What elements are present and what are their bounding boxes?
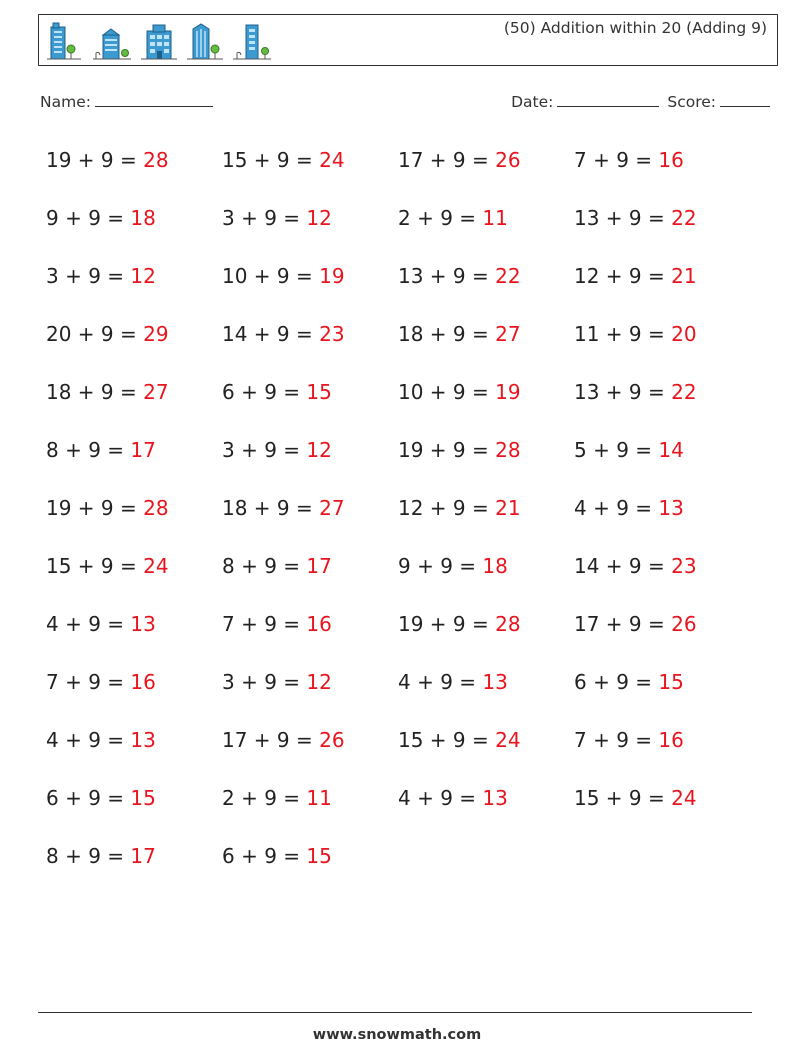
- problem-row: [46, 374, 766, 432]
- problem-item: [222, 780, 398, 838]
- problem-answer: 19: [495, 380, 521, 404]
- problem-item: [398, 780, 574, 838]
- problem-item: [222, 606, 398, 664]
- problem-answer: 15: [130, 786, 156, 810]
- problem-question: 3 + 9 =: [46, 264, 131, 288]
- problem-item: [46, 490, 222, 548]
- problem-question: 10 + 9 =: [222, 264, 320, 288]
- name-blank[interactable]: [95, 92, 213, 107]
- problem-answer: 24: [671, 786, 697, 810]
- problem-question: 18 + 9 =: [398, 322, 496, 346]
- problem-answer: 27: [143, 380, 169, 404]
- problem-row: [46, 316, 766, 374]
- problem-item: [222, 432, 398, 490]
- problem-question: 13 + 9 =: [398, 264, 496, 288]
- problem-row: [46, 490, 766, 548]
- building-icons: [47, 21, 271, 61]
- problem-item: [46, 432, 222, 490]
- problem-answer: 27: [495, 322, 521, 346]
- problem-answer: 17: [130, 438, 156, 462]
- problem-question: 19 + 9 =: [46, 148, 144, 172]
- score-blank[interactable]: [720, 92, 770, 107]
- problem-answer: 22: [671, 380, 697, 404]
- problem-item: [398, 258, 574, 316]
- date-label: Date:: [511, 93, 554, 111]
- problem-answer: 24: [143, 554, 169, 578]
- problem-question: 8 + 9 =: [46, 438, 131, 462]
- problem-row: [46, 142, 766, 200]
- problem-item: [46, 374, 222, 432]
- problem-answer: 28: [143, 496, 169, 520]
- problem-answer: 13: [482, 786, 508, 810]
- problem-item: [398, 548, 574, 606]
- problem-item: [574, 606, 750, 664]
- problem-answer: 12: [306, 670, 332, 694]
- problem-question: 4 + 9 =: [46, 612, 131, 636]
- problem-question: 4 + 9 =: [398, 670, 483, 694]
- problem-item: [574, 548, 750, 606]
- problem-question: 15 + 9 =: [574, 786, 672, 810]
- problem-question: 15 + 9 =: [222, 148, 320, 172]
- office-building-icon: [47, 21, 83, 61]
- problem-answer: 16: [658, 728, 684, 752]
- problem-answer: 20: [671, 322, 697, 346]
- problem-answer: 22: [671, 206, 697, 230]
- problem-item: [574, 432, 750, 490]
- problem-question: 7 + 9 =: [222, 612, 307, 636]
- problem-answer: 19: [319, 264, 345, 288]
- problem-item: [222, 664, 398, 722]
- problem-item: [222, 200, 398, 258]
- problem-item: [398, 722, 574, 780]
- problem-answer: 15: [306, 380, 332, 404]
- problem-question: 3 + 9 =: [222, 670, 307, 694]
- problem-answer: 11: [482, 206, 508, 230]
- apartment-building-icon: [141, 21, 177, 61]
- problem-row: [46, 548, 766, 606]
- problem-question: 18 + 9 =: [46, 380, 144, 404]
- problem-item: [574, 780, 750, 838]
- problem-item: [46, 258, 222, 316]
- problem-item: [574, 258, 750, 316]
- problem-item: [46, 142, 222, 200]
- problem-answer: 13: [130, 612, 156, 636]
- problem-answer: 18: [482, 554, 508, 578]
- problem-item: [222, 258, 398, 316]
- residential-tower-icon: [233, 21, 271, 61]
- problem-answer: 28: [495, 612, 521, 636]
- problem-item: [46, 200, 222, 258]
- problem-answer: 18: [130, 206, 156, 230]
- problem-row: [46, 606, 766, 664]
- problem-item: [46, 838, 222, 896]
- footer-divider: [38, 1012, 752, 1013]
- problem-row: [46, 200, 766, 258]
- problem-question: 12 + 9 =: [574, 264, 672, 288]
- footer-url: www.snowmath.com: [312, 1027, 482, 1043]
- problem-item: [46, 548, 222, 606]
- problem-row: [46, 664, 766, 722]
- problem-answer: 21: [495, 496, 521, 520]
- problem-answer: 17: [306, 554, 332, 578]
- problem-question: 6 + 9 =: [222, 380, 307, 404]
- problem-item: [574, 316, 750, 374]
- problem-item: [46, 722, 222, 780]
- problem-question: 13 + 9 =: [574, 380, 672, 404]
- problem-question: 17 + 9 =: [574, 612, 672, 636]
- problem-question: 6 + 9 =: [222, 844, 307, 868]
- problem-question: 3 + 9 =: [222, 206, 307, 230]
- bank-building-icon: [93, 21, 131, 61]
- problem-question: 18 + 9 =: [222, 496, 320, 520]
- problem-question: 14 + 9 =: [222, 322, 320, 346]
- problem-item: [222, 316, 398, 374]
- problem-item: [574, 142, 750, 200]
- problem-answer: 15: [306, 844, 332, 868]
- problem-item: [398, 606, 574, 664]
- problem-item: [222, 490, 398, 548]
- problem-answer: 12: [306, 438, 332, 462]
- problem-question: 8 + 9 =: [46, 844, 131, 868]
- problem-item: [574, 664, 750, 722]
- problem-question: 3 + 9 =: [222, 438, 307, 462]
- problem-item: [574, 490, 750, 548]
- problem-item: [222, 142, 398, 200]
- problem-question: 2 + 9 =: [222, 786, 307, 810]
- problem-answer: 26: [671, 612, 697, 636]
- problem-question: 7 + 9 =: [46, 670, 131, 694]
- problem-item: [222, 548, 398, 606]
- problem-question: 19 + 9 =: [46, 496, 144, 520]
- problem-item: [46, 316, 222, 374]
- problem-question: 7 + 9 =: [574, 148, 659, 172]
- problem-row: [46, 432, 766, 490]
- problem-item: [398, 316, 574, 374]
- problem-answer: 29: [143, 322, 169, 346]
- problem-item: [574, 374, 750, 432]
- problem-item: [46, 664, 222, 722]
- problem-question: 9 + 9 =: [46, 206, 131, 230]
- problem-question: 20 + 9 =: [46, 322, 144, 346]
- problem-item: [574, 200, 750, 258]
- name-label: Name:: [40, 93, 91, 111]
- problem-question: 6 + 9 =: [574, 670, 659, 694]
- problem-question: 17 + 9 =: [222, 728, 320, 752]
- problem-question: 14 + 9 =: [574, 554, 672, 578]
- worksheet-header: [38, 14, 778, 66]
- problem-answer: 12: [306, 206, 332, 230]
- glass-tower-icon: [187, 21, 223, 61]
- problem-item: [46, 780, 222, 838]
- problem-question: 10 + 9 =: [398, 380, 496, 404]
- problem-answer: 14: [658, 438, 684, 462]
- problem-item: [46, 606, 222, 664]
- problem-question: 4 + 9 =: [46, 728, 131, 752]
- problem-answer: 27: [319, 496, 345, 520]
- problem-answer: 16: [306, 612, 332, 636]
- problem-answer: 13: [658, 496, 684, 520]
- name-field: [40, 92, 213, 111]
- problem-question: 9 + 9 =: [398, 554, 483, 578]
- problem-question: 12 + 9 =: [398, 496, 496, 520]
- problem-row: [46, 258, 766, 316]
- problem-item: [398, 432, 574, 490]
- problem-item: [574, 722, 750, 780]
- problem-answer: 15: [658, 670, 684, 694]
- problem-answer: 23: [671, 554, 697, 578]
- problem-grid: [46, 142, 766, 896]
- problem-question: 15 + 9 =: [398, 728, 496, 752]
- problem-row: [46, 780, 766, 838]
- problem-item: [398, 142, 574, 200]
- problem-answer: 26: [495, 148, 521, 172]
- problem-question: 8 + 9 =: [222, 554, 307, 578]
- problem-question: 19 + 9 =: [398, 438, 496, 462]
- problem-answer: 22: [495, 264, 521, 288]
- problem-question: 7 + 9 =: [574, 728, 659, 752]
- problem-question: 13 + 9 =: [574, 206, 672, 230]
- problem-answer: 26: [319, 728, 345, 752]
- problem-question: 2 + 9 =: [398, 206, 483, 230]
- date-blank[interactable]: [557, 92, 659, 107]
- problem-question: 4 + 9 =: [574, 496, 659, 520]
- problem-answer: 21: [671, 264, 697, 288]
- problem-answer: 12: [130, 264, 156, 288]
- score-field: [667, 92, 770, 111]
- date-field: [511, 92, 659, 111]
- problem-answer: 16: [658, 148, 684, 172]
- problem-answer: 16: [130, 670, 156, 694]
- problem-question: 5 + 9 =: [574, 438, 659, 462]
- problem-question: 11 + 9 =: [574, 322, 672, 346]
- problem-answer: 24: [495, 728, 521, 752]
- problem-question: 17 + 9 =: [398, 148, 496, 172]
- problem-answer: 28: [143, 148, 169, 172]
- problem-answer: 17: [130, 844, 156, 868]
- problem-row: [46, 838, 766, 896]
- date-score-fields: [511, 92, 770, 111]
- problem-row: [46, 722, 766, 780]
- score-label: Score:: [667, 93, 716, 111]
- problem-item: [222, 722, 398, 780]
- problem-question: 4 + 9 =: [398, 786, 483, 810]
- problem-question: 19 + 9 =: [398, 612, 496, 636]
- problem-answer: 13: [482, 670, 508, 694]
- worksheet-title: (50) Addition within 20 (Adding 9): [503, 19, 767, 37]
- problem-answer: 11: [306, 786, 332, 810]
- problem-item: [222, 374, 398, 432]
- problem-item: [398, 374, 574, 432]
- problem-item: [398, 490, 574, 548]
- problem-item: [398, 200, 574, 258]
- problem-answer: 23: [319, 322, 345, 346]
- problem-answer: 24: [319, 148, 345, 172]
- problem-answer: 13: [130, 728, 156, 752]
- problem-question: 15 + 9 =: [46, 554, 144, 578]
- problem-question: 6 + 9 =: [46, 786, 131, 810]
- problem-item: [398, 664, 574, 722]
- problem-item: [222, 838, 398, 896]
- problem-answer: 28: [495, 438, 521, 462]
